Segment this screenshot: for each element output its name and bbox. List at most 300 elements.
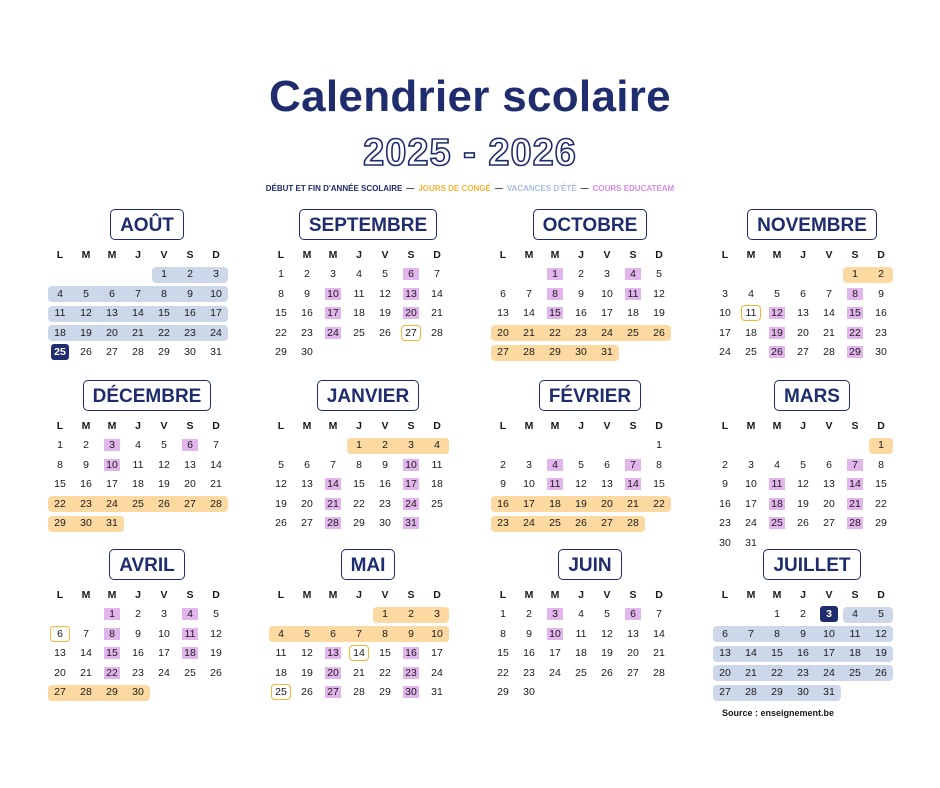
day-cell: 21 — [745, 666, 757, 679]
day-cell-educateam: 22 — [842, 323, 868, 343]
weekday-label: M — [81, 248, 91, 261]
day-cell: 8 — [878, 458, 884, 471]
day-cell: 9 — [382, 458, 388, 471]
day-cell-educateam: 15 — [842, 304, 868, 324]
day-cell: 10 — [719, 307, 731, 320]
day-cell: 1 — [382, 608, 388, 621]
day-cell: 20 — [497, 326, 509, 339]
day-cell: 6 — [722, 627, 728, 640]
day-cell: 19 — [575, 497, 587, 510]
day-cell-educateam: 30 — [398, 683, 424, 703]
day-cell-educateam: 10 — [542, 624, 568, 644]
day-cell: 13 — [797, 307, 809, 320]
day-cell: 18 — [132, 478, 144, 491]
weekday-label: J — [135, 588, 141, 601]
weekday-label: M — [81, 419, 91, 432]
day-cell: 18 — [575, 647, 587, 660]
day-cell: 11 — [275, 647, 287, 660]
day-cell: 17 — [549, 647, 561, 660]
weekday-label: L — [56, 248, 64, 261]
day-cell: 24 — [549, 666, 561, 679]
day-cell: 29 — [771, 686, 783, 699]
day-cell: 3 — [434, 608, 440, 621]
weekday-label: M — [302, 248, 312, 261]
day-cell: 1 — [356, 439, 362, 452]
empty-cell — [764, 436, 790, 456]
day-cell: 26 — [275, 517, 287, 530]
day-cell: 24 — [823, 666, 835, 679]
day-cell: 27 — [823, 517, 835, 530]
day-cell: 3 — [408, 439, 414, 452]
empty-cell — [73, 605, 99, 625]
weekday-label: J — [356, 248, 362, 261]
weekday-label: V — [381, 588, 389, 601]
day-cell: 21 — [523, 326, 535, 339]
weekday-label: V — [825, 248, 833, 261]
day-cell: 26 — [575, 517, 587, 530]
month-3 — [712, 209, 912, 362]
weekday-label: M — [550, 248, 560, 261]
day-cell: 15 — [771, 647, 783, 660]
day-cell: 2 — [187, 268, 193, 281]
weekday-label: D — [433, 588, 441, 601]
day-cell: 17 — [523, 497, 535, 510]
empty-cell — [320, 605, 346, 625]
day-cell: 6 — [500, 287, 506, 300]
day-cell: 5 — [213, 608, 219, 621]
day-cell: 20 — [184, 478, 196, 491]
day-cell: 21 — [80, 666, 92, 679]
month-grid — [490, 585, 690, 702]
day-cell: 5 — [604, 608, 610, 621]
day-cell: 16 — [379, 478, 391, 491]
day-cell: 9 — [500, 478, 506, 491]
day-cell: 18 — [353, 307, 365, 320]
day-cell: 16 — [80, 478, 92, 491]
legend-separator: — — [580, 184, 589, 193]
day-cell: 26 — [210, 666, 222, 679]
day-cell-holiday: 25 — [268, 683, 294, 703]
day-cell: 2 — [382, 439, 388, 452]
weekday-label: S — [629, 588, 637, 601]
day-cell: 20 — [719, 666, 731, 679]
day-cell: 26 — [797, 517, 809, 530]
empty-cell — [516, 436, 542, 456]
day-cell: 25 — [745, 346, 757, 359]
day-cell: 9 — [526, 627, 532, 640]
day-cell: 6 — [800, 287, 806, 300]
day-cell-educateam: 18 — [177, 644, 203, 664]
day-cell: 31 — [106, 517, 118, 530]
month-title: JANVIER — [317, 380, 419, 411]
day-cell: 24 — [719, 346, 731, 359]
day-cell: 5 — [774, 287, 780, 300]
day-cell: 24 — [431, 666, 443, 679]
day-cell: 8 — [382, 627, 388, 640]
legend — [0, 184, 940, 193]
day-cell-educateam: 12 — [764, 304, 790, 324]
day-cell-educateam: 15 — [542, 304, 568, 324]
month-grid — [47, 245, 247, 362]
weekday-label: S — [851, 588, 859, 601]
day-cell: 30 — [523, 686, 535, 699]
day-cell-educateam: 28 — [320, 514, 346, 534]
day-cell: 18 — [431, 478, 443, 491]
day-cell: 19 — [210, 647, 222, 660]
empty-cell — [816, 265, 842, 285]
day-cell: 27 — [184, 497, 196, 510]
day-cell-holiday: 14 — [346, 644, 372, 664]
empty-cell — [490, 265, 516, 285]
day-cell: 1 — [774, 608, 780, 621]
day-cell: 3 — [748, 458, 754, 471]
day-cell-educateam: 11 — [620, 284, 646, 304]
day-cell-educateam: 20 — [398, 304, 424, 324]
month-grid — [712, 245, 912, 362]
day-cell-holiday: 11 — [738, 304, 764, 324]
day-cell-educateam: 10 — [398, 455, 424, 475]
day-cell: 14 — [431, 287, 443, 300]
day-cell-educateam: 6 — [177, 436, 203, 456]
legend-item-start-end: DÉBUT ET FIN D'ANNÉE SCOLAIRE — [265, 184, 403, 193]
day-cell-educateam: 15 — [99, 644, 125, 664]
weekday-label: M — [550, 419, 560, 432]
weekday-label: M — [302, 419, 312, 432]
day-cell: 25 — [431, 497, 443, 510]
day-cell: 14 — [132, 307, 144, 320]
day-cell: 21 — [653, 647, 665, 660]
day-cell: 3 — [604, 268, 610, 281]
day-cell: 12 — [210, 627, 222, 640]
weekday-label: D — [212, 588, 220, 601]
empty-cell — [516, 265, 542, 285]
day-cell: 19 — [275, 497, 287, 510]
day-cell: 1 — [161, 268, 167, 281]
day-cell: 2 — [500, 458, 506, 471]
day-cell: 26 — [653, 326, 665, 339]
weekday-label: J — [578, 419, 584, 432]
day-cell: 20 — [601, 497, 613, 510]
weekday-label: M — [302, 588, 312, 601]
day-cell: 15 — [379, 647, 391, 660]
day-cell: 12 — [379, 287, 391, 300]
weekday-label: J — [800, 588, 806, 601]
weekday-label: S — [851, 248, 859, 261]
day-cell-educateam: 31 — [398, 514, 424, 534]
day-cell: 12 — [653, 287, 665, 300]
weekday-label: V — [603, 419, 611, 432]
day-cell: 5 — [656, 268, 662, 281]
day-cell: 2 — [526, 608, 532, 621]
day-cell: 21 — [353, 666, 365, 679]
weekday-label: L — [277, 588, 285, 601]
legend-item-educateam: COURS EDUCATEAM — [592, 184, 675, 193]
day-cell: 16 — [132, 647, 144, 660]
day-cell: 7 — [434, 268, 440, 281]
day-cell: 16 — [497, 497, 509, 510]
day-cell: 19 — [80, 326, 92, 339]
source-note: Source : enseignement.be — [722, 708, 835, 718]
day-cell: 9 — [800, 627, 806, 640]
empty-cell — [125, 265, 151, 285]
weekday-label: L — [56, 419, 64, 432]
empty-cell — [99, 265, 125, 285]
day-cell: 20 — [106, 326, 118, 339]
day-cell: 30 — [301, 346, 313, 359]
day-cell: 12 — [275, 478, 287, 491]
day-cell: 11 — [575, 627, 587, 640]
weekday-label: M — [746, 248, 756, 261]
day-cell: 1 — [878, 439, 884, 452]
day-cell: 25 — [184, 666, 196, 679]
day-cell: 5 — [83, 287, 89, 300]
day-cell: 5 — [304, 627, 310, 640]
empty-cell — [320, 436, 346, 456]
day-cell-educateam: 17 — [320, 304, 346, 324]
weekday-label: S — [629, 248, 637, 261]
empty-cell — [712, 605, 738, 625]
day-cell: 26 — [158, 497, 170, 510]
day-cell: 7 — [656, 608, 662, 621]
day-cell: 23 — [184, 326, 196, 339]
day-cell: 31 — [601, 346, 613, 359]
day-cell: 28 — [431, 326, 443, 339]
weekday-label: M — [107, 248, 117, 261]
day-cell: 24 — [523, 517, 535, 530]
day-cell: 21 — [431, 307, 443, 320]
day-cell: 28 — [823, 346, 835, 359]
day-cell: 23 — [497, 517, 509, 530]
weekday-label: D — [877, 248, 885, 261]
weekday-label: D — [433, 248, 441, 261]
day-cell-educateam: 28 — [842, 514, 868, 534]
day-cell: 29 — [106, 686, 118, 699]
day-cell-educateam: 3 — [542, 605, 568, 625]
day-cell: 27 — [601, 517, 613, 530]
day-cell: 22 — [379, 666, 391, 679]
day-cell-educateam: 7 — [620, 455, 646, 475]
day-cell: 25 — [132, 497, 144, 510]
day-cell-educateam: 10 — [320, 284, 346, 304]
weekday-label: J — [800, 419, 806, 432]
weekday-label: M — [772, 419, 782, 432]
day-cell: 11 — [132, 458, 144, 471]
weekday-label: D — [212, 248, 220, 261]
month-title: FÉVRIER — [539, 380, 641, 411]
day-cell: 13 — [719, 647, 731, 660]
day-cell: 22 — [158, 326, 170, 339]
day-cell: 15 — [875, 478, 887, 491]
day-cell: 7 — [213, 439, 219, 452]
day-cell: 15 — [54, 478, 66, 491]
day-cell: 31 — [431, 686, 443, 699]
day-cell: 13 — [601, 478, 613, 491]
day-cell-educateam: 4 — [177, 605, 203, 625]
day-cell: 27 — [627, 666, 639, 679]
month-title: JUIN — [558, 549, 621, 580]
day-cell: 31 — [210, 346, 222, 359]
day-cell: 13 — [184, 458, 196, 471]
day-cell: 7 — [356, 627, 362, 640]
day-cell: 17 — [719, 326, 731, 339]
day-cell: 4 — [135, 439, 141, 452]
day-cell: 10 — [745, 478, 757, 491]
day-cell: 10 — [210, 287, 222, 300]
day-cell: 22 — [353, 497, 365, 510]
day-cell-educateam: 3 — [99, 436, 125, 456]
day-cell: 26 — [601, 666, 613, 679]
month-4 — [47, 380, 247, 533]
day-cell: 8 — [774, 627, 780, 640]
day-cell: 9 — [304, 287, 310, 300]
day-cell-educateam: 8 — [542, 284, 568, 304]
day-cell: 16 — [184, 307, 196, 320]
month-title: AVRIL — [109, 549, 185, 580]
month-grid — [47, 416, 247, 533]
weekday-label: S — [629, 419, 637, 432]
day-cell-educateam: 11 — [542, 475, 568, 495]
day-cell: 2 — [83, 439, 89, 452]
day-cell: 17 — [106, 478, 118, 491]
day-cell-educateam: 26 — [764, 343, 790, 363]
day-cell: 14 — [823, 307, 835, 320]
day-cell: 6 — [826, 458, 832, 471]
day-cell: 28 — [745, 686, 757, 699]
day-cell-educateam: 23 — [398, 663, 424, 683]
day-cell: 8 — [500, 627, 506, 640]
day-cell-educateam: 24 — [398, 494, 424, 514]
day-cell: 1 — [656, 439, 662, 452]
empty-cell — [346, 605, 372, 625]
day-cell: 15 — [653, 478, 665, 491]
day-cell: 29 — [353, 517, 365, 530]
empty-cell — [790, 436, 816, 456]
day-cell: 5 — [578, 458, 584, 471]
day-cell: 4 — [774, 458, 780, 471]
day-cell-educateam: 11 — [177, 624, 203, 644]
day-cell: 7 — [526, 287, 532, 300]
day-cell: 18 — [627, 307, 639, 320]
day-cell: 11 — [431, 458, 443, 471]
day-cell: 4 — [278, 627, 284, 640]
day-cell: 29 — [497, 686, 509, 699]
month-10 — [490, 549, 690, 702]
day-cell: 22 — [497, 666, 509, 679]
day-cell: 16 — [875, 307, 887, 320]
day-cell: 16 — [719, 497, 731, 510]
day-cell: 22 — [771, 666, 783, 679]
day-cell: 2 — [722, 458, 728, 471]
weekday-label: M — [524, 248, 534, 261]
day-cell: 6 — [604, 458, 610, 471]
day-cell: 26 — [80, 346, 92, 359]
weekday-label: M — [81, 588, 91, 601]
weekday-label: J — [800, 248, 806, 261]
day-cell: 7 — [83, 627, 89, 640]
day-cell: 4 — [434, 439, 440, 452]
day-cell: 23 — [875, 326, 887, 339]
day-cell: 24 — [745, 517, 757, 530]
day-cell: 19 — [797, 497, 809, 510]
day-cell: 13 — [54, 647, 66, 660]
weekday-label: M — [772, 588, 782, 601]
day-cell: 21 — [627, 497, 639, 510]
day-cell: 9 — [408, 627, 414, 640]
month-grid — [712, 585, 912, 702]
day-cell: 15 — [275, 307, 287, 320]
day-cell: 28 — [80, 686, 92, 699]
weekday-label: J — [356, 419, 362, 432]
month-title: MAI — [341, 549, 396, 580]
month-grid — [712, 416, 912, 553]
day-cell: 8 — [656, 458, 662, 471]
day-cell-educateam: 14 — [620, 475, 646, 495]
day-cell: 25 — [849, 666, 861, 679]
day-cell: 30 — [132, 686, 144, 699]
month-grid — [268, 585, 468, 702]
day-cell: 28 — [653, 666, 665, 679]
weekday-label: L — [56, 588, 64, 601]
day-cell: 17 — [601, 307, 613, 320]
weekday-label: J — [578, 588, 584, 601]
month-0 — [47, 209, 247, 362]
day-cell: 10 — [431, 627, 443, 640]
day-cell: 5 — [382, 268, 388, 281]
day-cell-educateam: 1 — [542, 265, 568, 285]
day-cell-educateam: 19 — [764, 323, 790, 343]
day-cell: 16 — [797, 647, 809, 660]
day-cell-educateam: 11 — [764, 475, 790, 495]
day-cell-educateam: 4 — [542, 455, 568, 475]
day-cell: 14 — [523, 307, 535, 320]
day-cell-educateam: 25 — [764, 514, 790, 534]
day-cell: 9 — [187, 287, 193, 300]
day-cell: 7 — [826, 287, 832, 300]
day-cell: 4 — [748, 287, 754, 300]
day-cell: 29 — [275, 346, 287, 359]
day-cell: 9 — [878, 287, 884, 300]
day-cell: 13 — [627, 627, 639, 640]
weekday-label: J — [356, 588, 362, 601]
day-cell: 20 — [301, 497, 313, 510]
weekday-label: V — [160, 248, 168, 261]
weekday-label: L — [277, 419, 285, 432]
empty-cell — [47, 605, 73, 625]
day-cell: 26 — [875, 666, 887, 679]
day-cell-educateam: 17 — [398, 475, 424, 495]
day-cell: 28 — [523, 346, 535, 359]
day-cell: 30 — [575, 346, 587, 359]
day-cell: 3 — [161, 608, 167, 621]
day-cell: 28 — [210, 497, 222, 510]
day-cell: 23 — [301, 326, 313, 339]
day-cell: 1 — [500, 608, 506, 621]
day-cell: 10 — [823, 627, 835, 640]
day-cell-educateam: 1 — [99, 605, 125, 625]
day-cell: 23 — [132, 666, 144, 679]
day-cell-educateam: 24 — [320, 323, 346, 343]
weekday-label: V — [825, 588, 833, 601]
day-cell: 3 — [213, 268, 219, 281]
month-grid — [490, 416, 690, 533]
day-cell: 12 — [575, 478, 587, 491]
day-cell: 9 — [722, 478, 728, 491]
weekday-label: D — [655, 588, 663, 601]
day-cell: 30 — [719, 536, 731, 549]
weekday-label: M — [107, 588, 117, 601]
weekday-label: S — [407, 248, 415, 261]
day-cell: 7 — [135, 287, 141, 300]
